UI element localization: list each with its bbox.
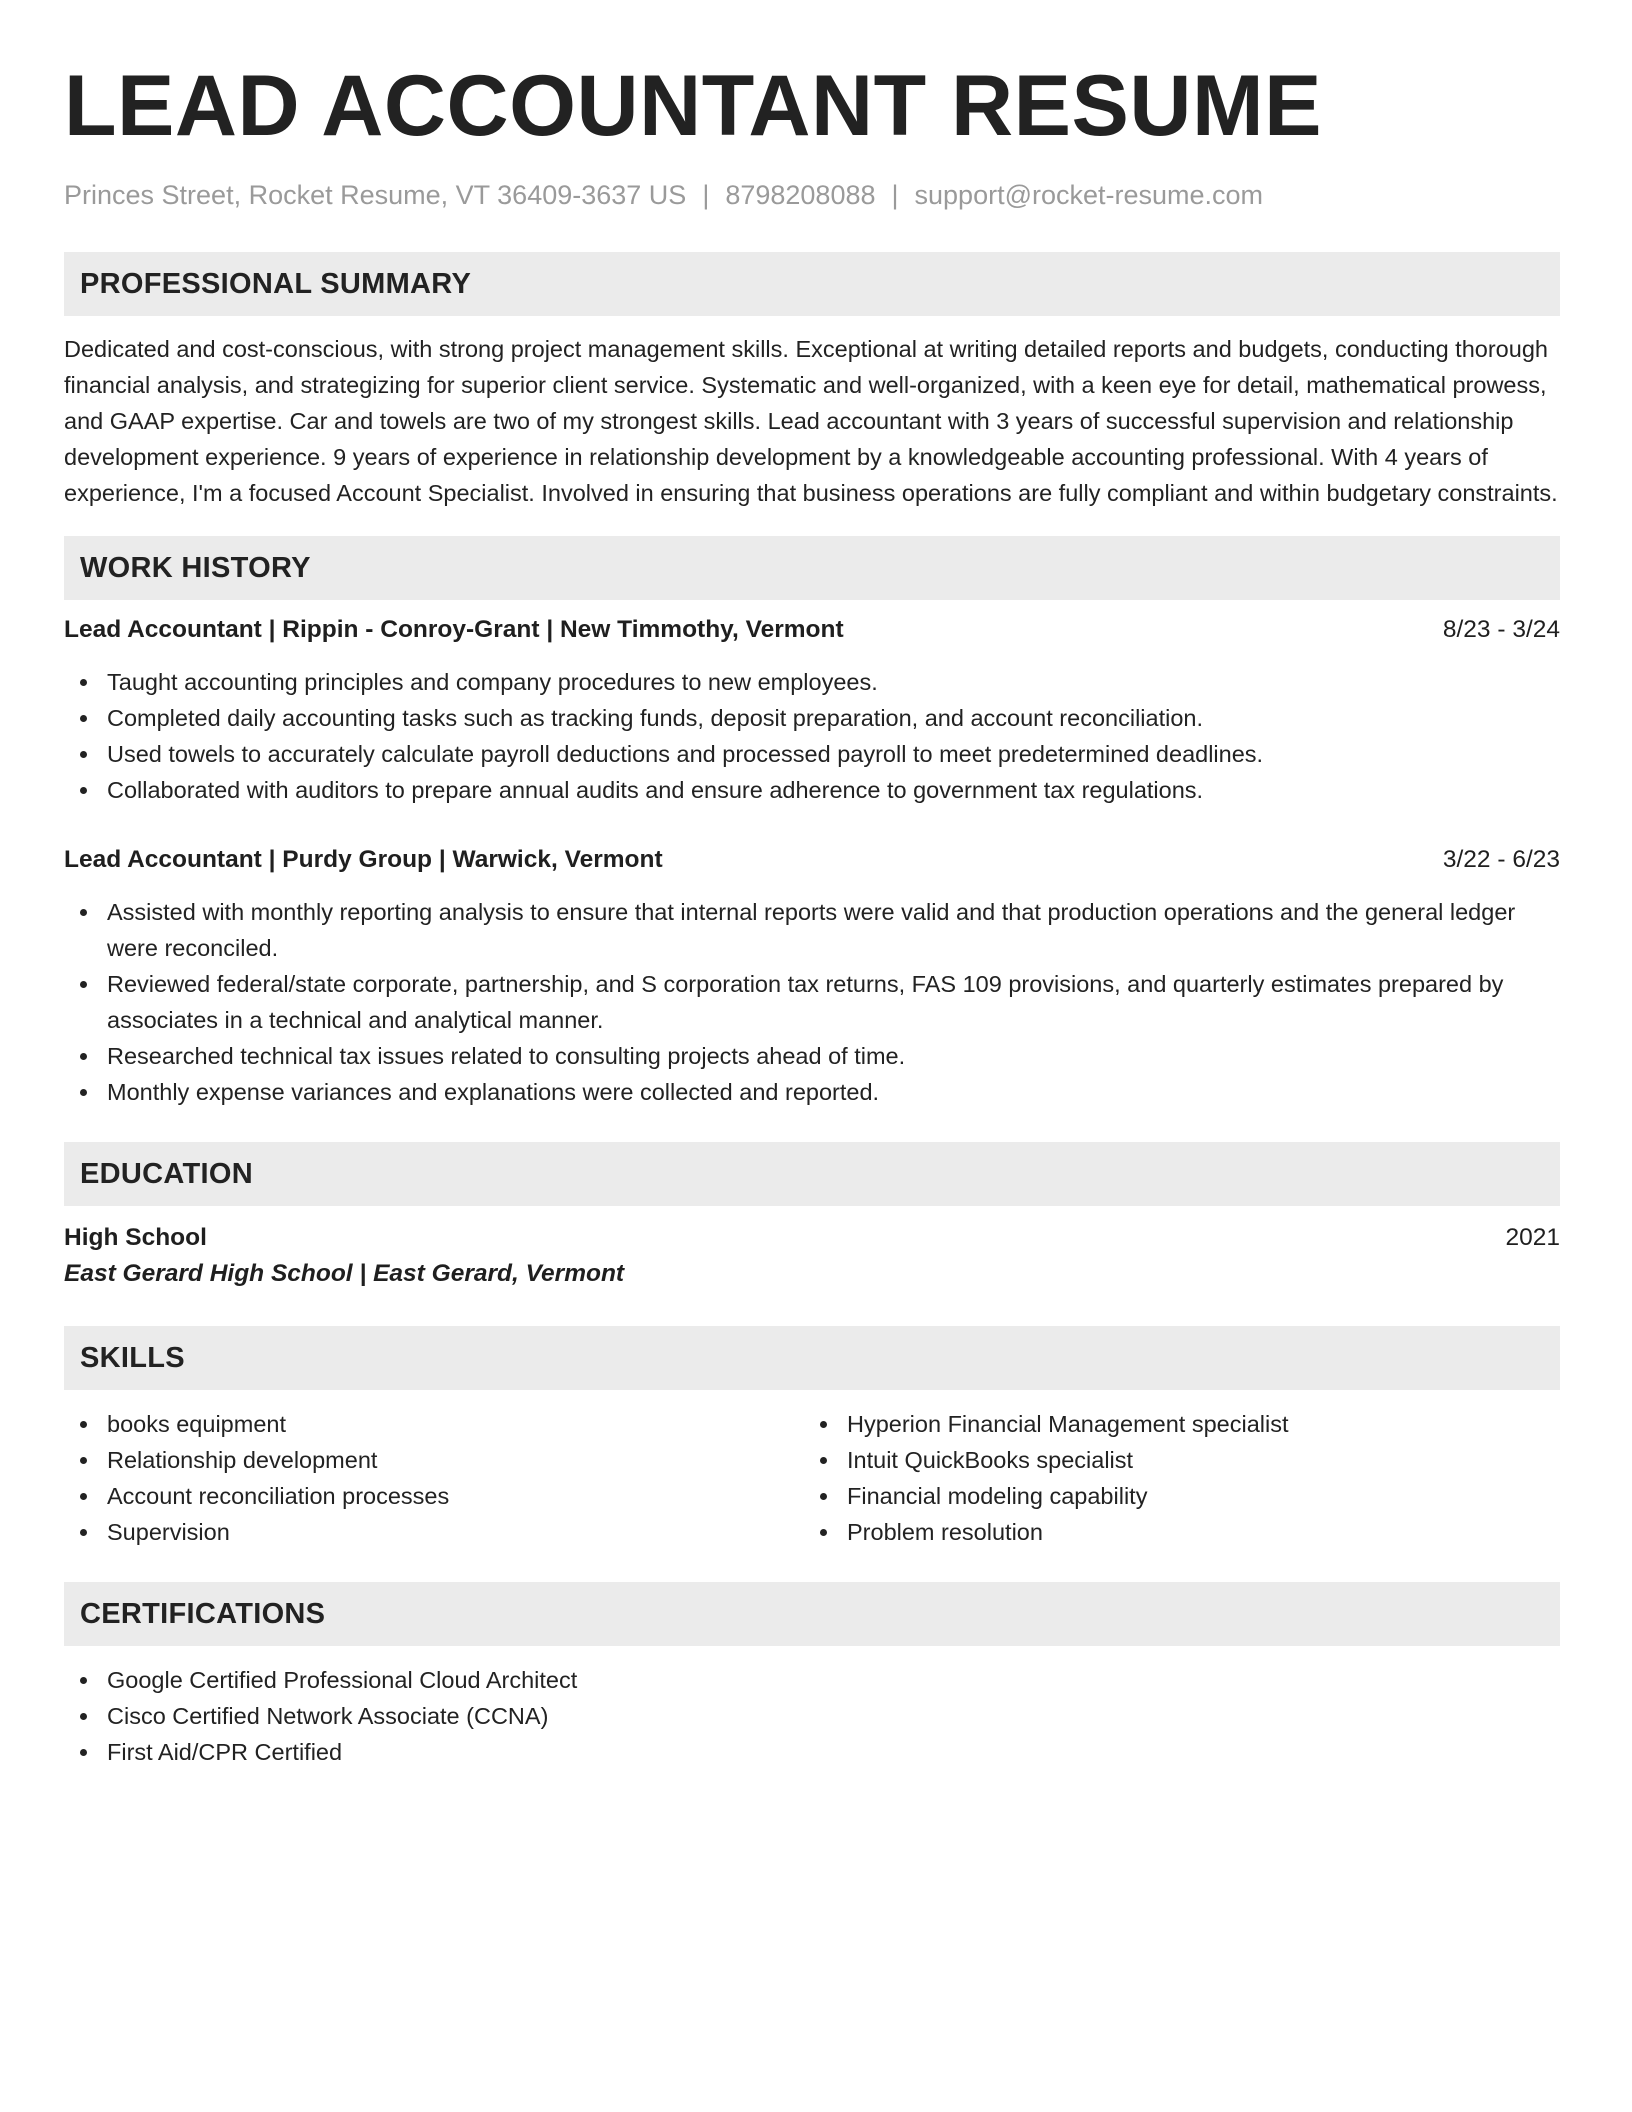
section-header-work-history: WORK HISTORY — [64, 536, 1560, 600]
job-dates: 8/23 - 3/24 — [1442, 616, 1560, 643]
job-header — [64, 842, 1560, 878]
contact-separator: | — [891, 180, 899, 210]
contact-separator: | — [702, 180, 710, 210]
skill-item: Financial modeling capability — [804, 1478, 1544, 1514]
job-bullet: Reviewed federal/state corporate, partnership, and S corporation tax returns, FAS 109 provisions, and quarterly estimates prepared by associates in a technical and analytical manner. — [64, 966, 1560, 1038]
job-bullets — [64, 894, 1560, 1110]
job-bullet: Assisted with monthly reporting analysis to ensure that internal reports were valid and that production operations and the general ledger were reconciled. — [64, 894, 1560, 966]
job-bullet: Taught accounting principles and company procedures to new employees. — [64, 664, 1560, 700]
skill-item: Supervision — [64, 1514, 804, 1550]
job-entry — [64, 612, 1560, 808]
contact-line — [64, 178, 1560, 212]
skill-item: Relationship development — [64, 1442, 804, 1478]
skills-column-left — [64, 1406, 804, 1550]
skills-column-right — [804, 1406, 1544, 1550]
job-header — [64, 612, 1560, 648]
skill-item: Problem resolution — [804, 1514, 1544, 1550]
job-title: Lead Accountant | Rippin - Conroy-Grant | New Timmothy, Vermont — [64, 616, 844, 643]
education-school: East Gerard High School | East Gerard, Vermont — [64, 1260, 625, 1287]
education-entry — [64, 1220, 1560, 1292]
skills-grid — [64, 1406, 1560, 1550]
section-header-summary: PROFESSIONAL SUMMARY — [64, 252, 1560, 316]
section-header-education: EDUCATION — [64, 1142, 1560, 1206]
contact-phone: 8798208088 — [725, 180, 876, 210]
contact-address: Princes Street, Rocket Resume, VT 36409-3637 US — [64, 180, 687, 210]
job-entry — [64, 842, 1560, 1110]
skill-item: Hyperion Financial Management specialist — [804, 1406, 1544, 1442]
job-bullet: Collaborated with auditors to prepare annual audits and ensure adherence to government tax regulations. — [64, 772, 1560, 808]
education-year: 2021 — [1505, 1224, 1560, 1251]
certifications-list — [64, 1662, 1560, 1770]
skill-item: books equipment — [64, 1406, 804, 1442]
education-header — [64, 1220, 1560, 1256]
education-degree: High School — [64, 1224, 207, 1251]
job-bullet: Used towels to accurately calculate payroll deductions and processed payroll to meet predetermined deadlines. — [64, 736, 1560, 772]
job-bullet: Completed daily accounting tasks such as tracking funds, deposit preparation, and account reconciliation. — [64, 700, 1560, 736]
contact-email: support@rocket-resume.com — [914, 180, 1264, 210]
skill-item: Account reconciliation processes — [64, 1478, 804, 1514]
job-bullet: Monthly expense variances and explanations were collected and reported. — [64, 1074, 1560, 1110]
summary-text: Dedicated and cost-conscious, with strong project management skills. Exceptional at writing detailed reports and budgets, conducting thorough financial analysis, and strategizing for superior client service. Systematic and well-organized, with a keen eye for detail, mathematical prowess, and GAAP expertise. Car and towels are two of my strongest skills. Lead accountant with 3 years of successful supervision and relationship development experience. 9 years of experience in relationship development by a knowledgeable accounting professional. With 4 years of experience, I'm a focused Account Specialist. Involved in ensuring that business operations are fully compliant and within budgetary constraints. — [64, 336, 1558, 506]
section-header-skills: SKILLS — [64, 1326, 1560, 1390]
certification-item: Cisco Certified Network Associate (CCNA) — [64, 1698, 1560, 1734]
certification-item: Google Certified Professional Cloud Architect — [64, 1662, 1560, 1698]
job-dates: 3/22 - 6/23 — [1442, 846, 1560, 873]
job-bullet: Researched technical tax issues related to consulting projects ahead of time. — [64, 1038, 1560, 1074]
certification-item: First Aid/CPR Certified — [64, 1734, 1560, 1770]
skill-item: Intuit QuickBooks specialist — [804, 1442, 1544, 1478]
section-header-certifications: CERTIFICATIONS — [64, 1582, 1560, 1646]
job-title: Lead Accountant | Purdy Group | Warwick, Vermont — [64, 846, 663, 873]
resume-title: LEAD ACCOUNTANT RESUME — [64, 58, 1322, 154]
job-bullets — [64, 664, 1560, 808]
resume-page — [64, 0, 1560, 1770]
